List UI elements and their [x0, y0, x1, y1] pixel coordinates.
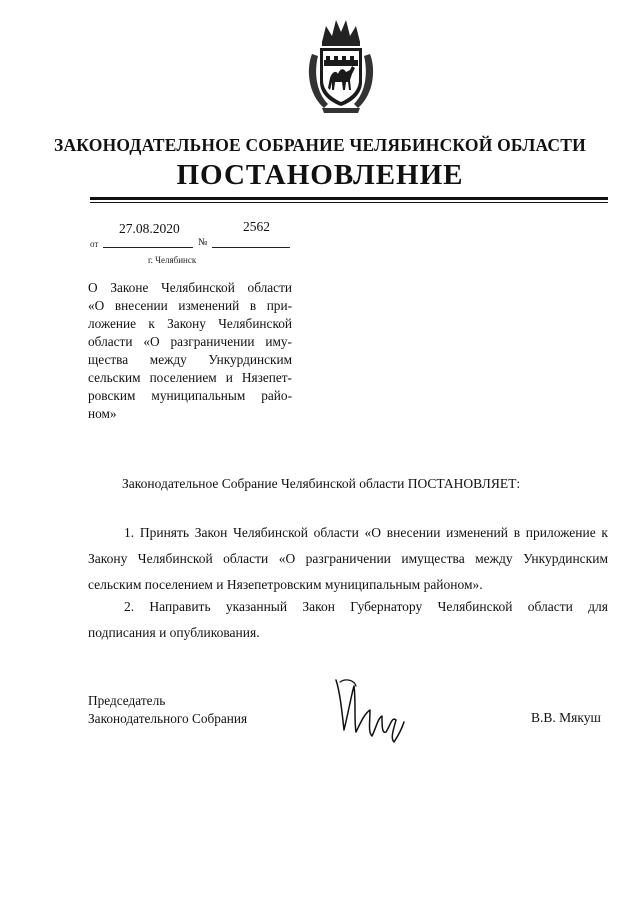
date-underline	[103, 247, 193, 248]
document-subject	[88, 279, 292, 423]
signer-position-line: Председатель	[88, 693, 166, 708]
document-city: г. Челябинск	[148, 255, 197, 265]
preamble: Законодательное Собрание Челябинской области ПОСТАНОВЛЯЕТ:	[122, 476, 521, 491]
header-rule-thick	[90, 197, 608, 200]
resolution-item-1	[88, 520, 608, 598]
document-number: 2562	[243, 219, 270, 234]
date-label: от	[90, 239, 99, 249]
number-label: №	[198, 237, 208, 248]
number-underline	[212, 247, 290, 248]
item-line: Закону Челябинской области «О разграничении имущества между Ункурдинским	[88, 551, 608, 566]
subject-line: сельским поселением и Нязепет-	[88, 370, 292, 385]
item-line: сельским поселением и Нязепетровским муниципальным районом».	[88, 577, 483, 592]
subject-line: области «О разграничении иму-	[88, 334, 292, 349]
document-type-title: ПОСТАНОВЛЕНИЕ	[176, 159, 464, 191]
signer-position-line: Законодательного Собрания	[88, 711, 248, 726]
subject-line: О Законе Челябинской области	[88, 280, 292, 295]
subject-line: «О внесении изменений в при-	[88, 298, 292, 313]
item-line: 2. Направить указанный Закон Губернатору Челябинской области для	[124, 599, 608, 614]
signer-name: В.В. Мякуш	[531, 710, 601, 725]
item-line: подписания и опубликования.	[88, 625, 260, 640]
subject-line: ном»	[88, 406, 117, 421]
signer-position	[88, 692, 247, 728]
subject-line: щества между Ункурдинским	[88, 352, 292, 367]
document-date: 27.08.2020	[119, 221, 180, 236]
handwritten-signature	[330, 672, 412, 748]
header-rule-thin	[90, 202, 608, 203]
chelyabinsk-coat-of-arms-icon	[302, 14, 380, 114]
subject-line: ложение к Закону Челябинской	[88, 316, 292, 331]
item-line: 1. Принять Закон Челябинской области «О внесении изменений в приложение к	[124, 525, 608, 540]
subject-line: ровским муниципальным райо-	[88, 388, 292, 403]
organization-title: ЗАКОНОДАТЕЛЬНОЕ СОБРАНИЕ ЧЕЛЯБИНСКОЙ ОБЛАСТИ	[54, 135, 586, 155]
resolution-item-2	[88, 594, 608, 646]
